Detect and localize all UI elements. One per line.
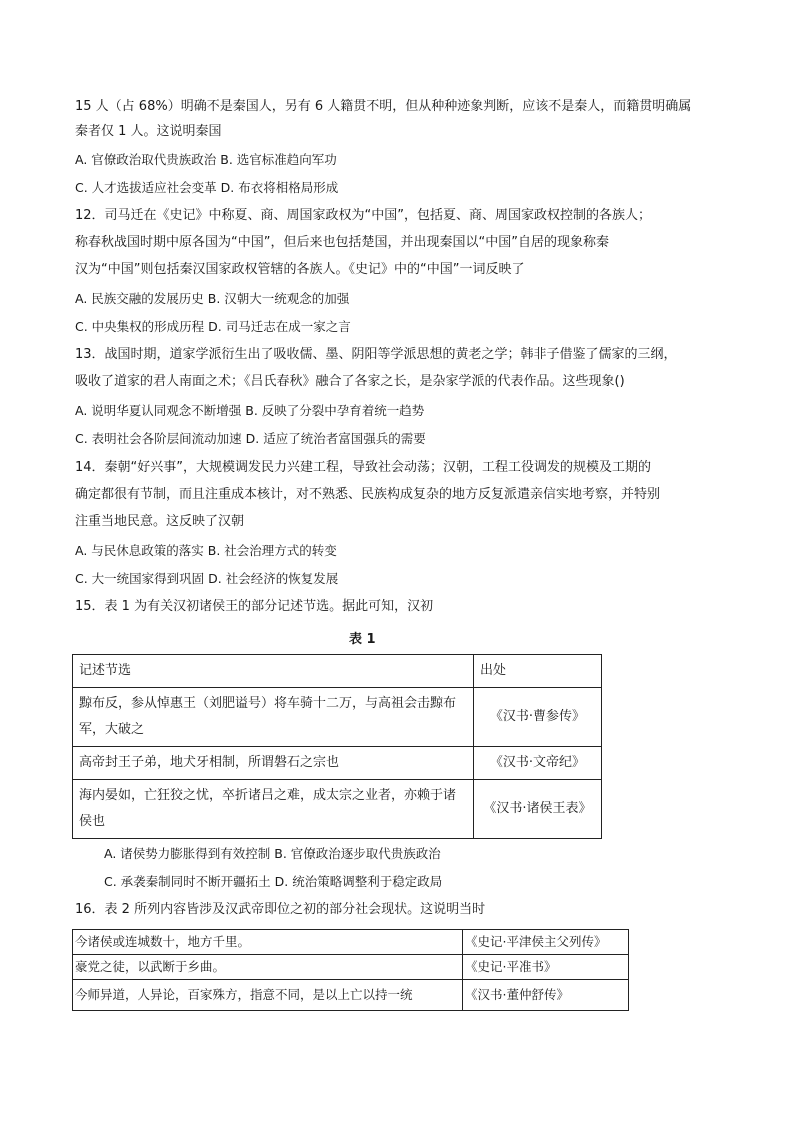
q-text-line: 吸收了道家的君人南面之术；《吕氏春秋》融合了各家之长，是杂家学派的代表作品。这些现象() xyxy=(75,374,625,389)
answer-option: C. 表明社会各阶层间流动加速 D. 适应了统治者富国强兵的需要 xyxy=(75,431,426,446)
table-cell: 《史记·平津侯主父列传》 xyxy=(463,930,629,955)
table-row xyxy=(73,955,629,980)
q-text-line: 15 人（占 68%）明确不是秦国人，另有 6 人籍贯不明，但从种种迹象判断，应该不是秦人，而籍贯明确属 xyxy=(75,99,692,114)
table-header-cell: 记述节选 xyxy=(73,655,474,688)
q-text-line: 称春秋战国时期中原各国为“中国”，但后来也包括楚国，并出现秦国以“中国”自居的现象称秦 xyxy=(75,235,609,250)
answer-option: A. 民族交融的发展历史 B. 汉朝大一统观念的加强 xyxy=(75,291,350,306)
table-header-cell: 出处 xyxy=(474,655,602,688)
table1 xyxy=(72,654,602,839)
table-cell: 豪党之徒，以武断于乡曲。 xyxy=(73,955,463,980)
table-row xyxy=(73,780,602,839)
q15-stem: 15．表 1 为有关汉初诸侯王的部分记述节选。据此可知，汉初 xyxy=(75,599,434,614)
table-header-row xyxy=(73,655,602,688)
q13-stem: 13．战国时期，道家学派衍生出了吸收儒、墨、阴阳等学派思想的黄老之学；韩非子借鉴了儒家的三纲， xyxy=(75,347,677,362)
q-text-line: 秦者仅 1 人。这说明秦国 xyxy=(75,124,222,139)
answer-option: A. 官僚政治取代贵族政治 B. 选官标准趋向军功 xyxy=(75,152,337,167)
answer-option: A. 说明华夏认同观念不断增强 B. 反映了分裂中孕育着统一趋势 xyxy=(75,403,425,418)
answer-option: A. 诸侯势力膨胀得到有效控制 B. 官僚政治逐步取代贵族政治 xyxy=(104,846,441,861)
table-cell: 高帝封王子弟，地犬牙相制，所谓磐石之宗也 xyxy=(73,747,474,780)
answer-option: C. 人才选拔适应社会变革 D. 布衣将相格局形成 xyxy=(75,180,339,195)
q-text-line: 确定都很有节制，而且注重成本核计，对不熟悉、民族构成复杂的地方反复派遣亲信实地考察，并特别 xyxy=(75,487,661,502)
answer-option: C. 承袭秦制同时不断开疆拓土 D. 统治策略调整利于稳定政局 xyxy=(104,874,443,889)
answer-option: C. 大一统国家得到巩固 D. 社会经济的恢复发展 xyxy=(75,571,339,586)
table-row xyxy=(73,980,629,1011)
q16-stem: 16．表 2 所列内容皆涉及汉武帝即位之初的部分社会现状。这说明当时 xyxy=(75,902,486,917)
table-cell: 《汉书·诸侯王表》 xyxy=(474,780,602,839)
table-cell: 《汉书·曹参传》 xyxy=(474,688,602,747)
table-cell: 今诸侯或连城数十，地方千里。 xyxy=(73,930,463,955)
q-text-line: 注重当地民意。这反映了汉朝 xyxy=(75,514,245,529)
table2 xyxy=(72,929,629,1011)
table-cell: 《史记·平准书》 xyxy=(463,955,629,980)
table-row xyxy=(73,930,629,955)
table-cell: 黥布反，参从悼惠王（刘肥谥号）将车骑十二万，与高祖会击黥布军，大破之 xyxy=(73,688,474,747)
table-cell: 《汉书·董仲舒传》 xyxy=(463,980,629,1011)
table-row xyxy=(73,688,602,747)
table-cell: 今师异道，人异论，百家殊方，指意不同，是以上亡以持一统 xyxy=(73,980,463,1011)
answer-option: C. 中央集权的形成历程 D. 司马迁志在成一家之言 xyxy=(75,319,351,334)
table-row xyxy=(73,747,602,780)
table-cell: 《汉书·文帝纪》 xyxy=(474,747,602,780)
answer-option: A. 与民休息政策的落实 B. 社会治理方式的转变 xyxy=(75,543,337,558)
table-cell: 海内晏如，亡狂狡之忧，卒折诸吕之难，成太宗之业者，亦赖于诸侯也 xyxy=(73,780,474,839)
q12-stem: 12．司马迁在《史记》中称夏、商、周国家政权为“中国”，包括夏、商、周国家政权控制的各族人； xyxy=(75,208,652,223)
q-text-line: 汉为“中国”则包括秦汉国家政权管辖的各族人。《史记》中的“中国”一词反映了 xyxy=(75,262,525,277)
table1-caption: 表 1 xyxy=(349,632,376,647)
q14-stem: 14．秦朝“好兴事”，大规模调发民力兴建工程，导致社会动荡；汉朝，工程工役调发的规模及工期的 xyxy=(75,460,652,475)
